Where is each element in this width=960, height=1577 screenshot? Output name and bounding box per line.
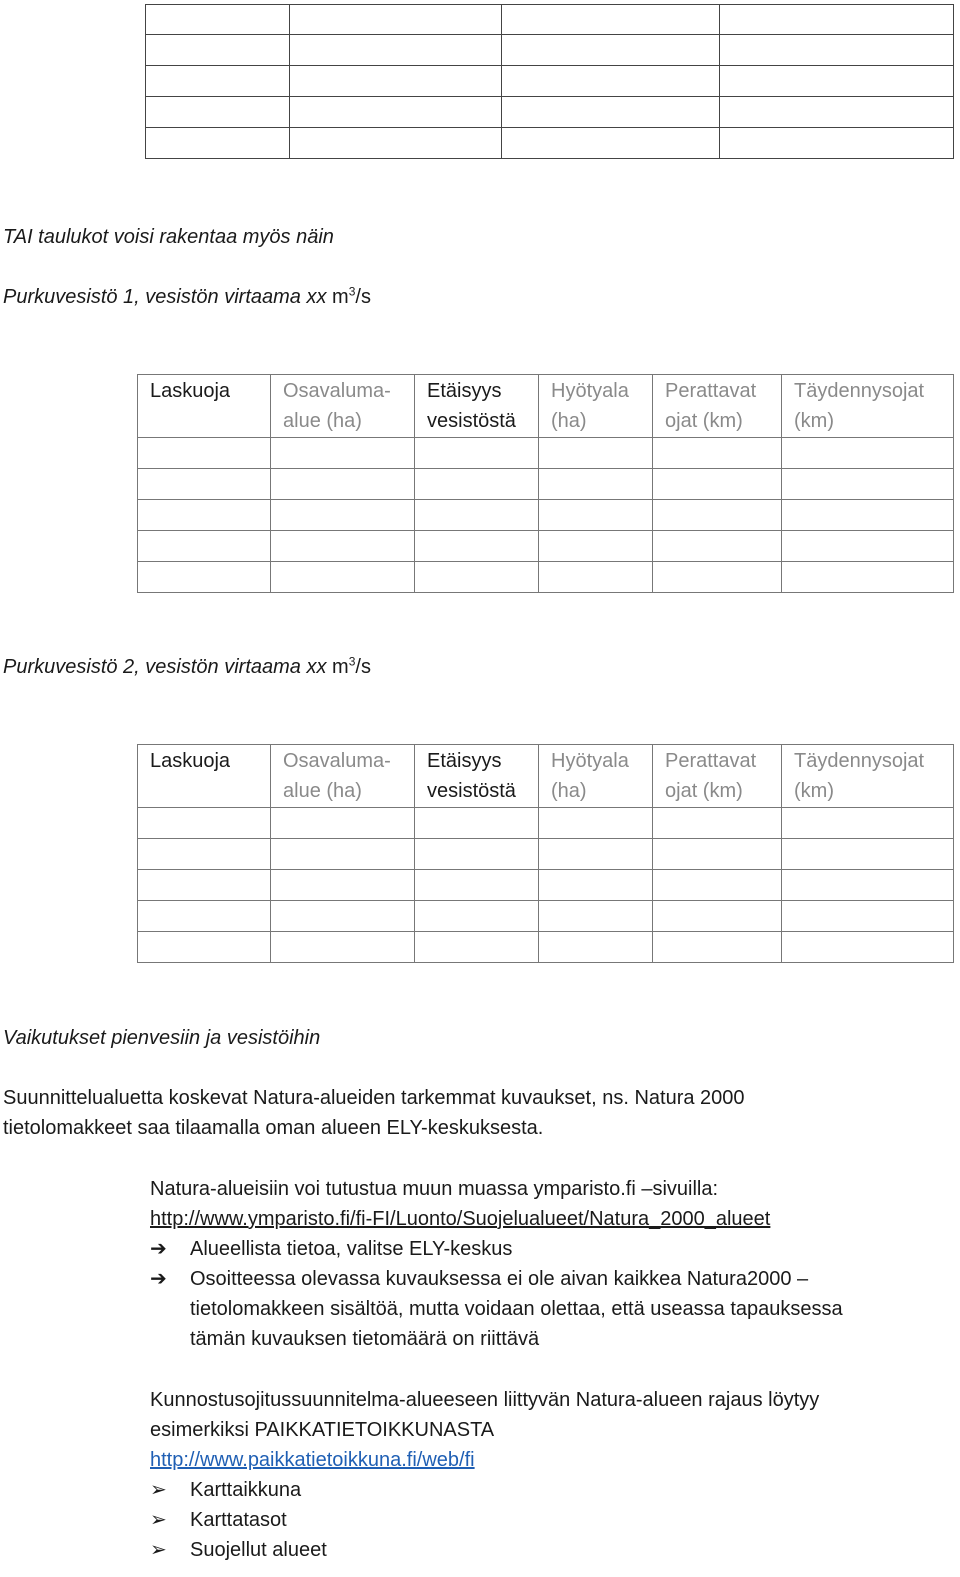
- table-cell: [271, 901, 415, 932]
- top-empty-table: [145, 4, 954, 159]
- table-cell: [415, 562, 539, 593]
- arrowhead-bullet-icon: ➢: [150, 1539, 167, 1561]
- natura-paragraph-line2: tietolomakkeet saa tilaamalla oman alueen ELY-keskuksesta.: [3, 1117, 544, 1139]
- column-header: [271, 745, 415, 808]
- table-cell: [720, 66, 954, 97]
- table-row: [146, 97, 954, 128]
- table-cell: [653, 901, 782, 932]
- table-cell: [271, 870, 415, 901]
- table-cell: [146, 5, 290, 35]
- table-cell: [290, 66, 502, 97]
- column-header-line1: Osavaluma-: [283, 750, 391, 772]
- table-cell: [415, 438, 539, 469]
- table-cell: [653, 438, 782, 469]
- column-header-line2: (km): [794, 780, 834, 802]
- table-header-row: [138, 375, 954, 438]
- table-cell: [415, 932, 539, 963]
- column-header: [782, 375, 954, 438]
- table-cell: [539, 932, 653, 963]
- column-header-line1: Etäisyys: [427, 750, 502, 772]
- table-cell: [653, 500, 782, 531]
- column-header: [415, 375, 539, 438]
- table-row: [138, 901, 954, 932]
- column-header-line2: (km): [794, 410, 834, 432]
- table-cell: [271, 438, 415, 469]
- table-cell: [782, 870, 954, 901]
- arrow-bullet-2-text-line2: tietolomakkeen sisältöä, mutta voidaan olettaa, että useassa tapauksessa: [190, 1298, 843, 1320]
- check-bullet-2: [150, 1505, 287, 1535]
- column-header-line1: Etäisyys: [427, 380, 502, 402]
- column-header-line2: ojat (km): [665, 410, 743, 432]
- table-cell: [138, 870, 271, 901]
- table-cell: [502, 66, 720, 97]
- check-bullet-2-text: Karttatasot: [190, 1509, 287, 1531]
- column-header-line1: Osavaluma-: [283, 380, 391, 402]
- table-cell: [146, 66, 290, 97]
- column-header-line1: Perattavat: [665, 750, 757, 772]
- table-cell: [720, 97, 954, 128]
- table-cell: [415, 839, 539, 870]
- table-cell: [271, 531, 415, 562]
- impacts-heading: Vaikutukset pienvesiin ja vesistöihin: [3, 1027, 321, 1049]
- arrow-bullet-1-text: Alueellista tietoa, valitse ELY-keskus: [190, 1238, 513, 1260]
- check-bullet-3-text: Suojellut alueet: [190, 1539, 327, 1561]
- table-cell: [782, 531, 954, 562]
- table-cell: [146, 35, 290, 66]
- arrow-bullet-1: [150, 1234, 512, 1264]
- table-cell: [138, 932, 271, 963]
- table-cell: [782, 469, 954, 500]
- table-cell: [539, 839, 653, 870]
- table-cell: [720, 35, 954, 66]
- column-header: [138, 745, 271, 808]
- table-cell: [415, 500, 539, 531]
- table-cell: [138, 839, 271, 870]
- table-cell: [138, 531, 271, 562]
- table-cell: [782, 808, 954, 839]
- table-row: [138, 839, 954, 870]
- arrow-bullet-2-text-line1: Osoitteessa olevassa kuvauksessa ei ole aivan kaikkea Natura2000 –: [190, 1268, 809, 1290]
- table-row: [138, 808, 954, 839]
- table-header-row: [138, 745, 954, 808]
- column-header-line2: (ha): [551, 410, 587, 432]
- table-cell: [782, 932, 954, 963]
- table-cell: [138, 500, 271, 531]
- section2-table: [137, 744, 954, 963]
- column-header: [138, 375, 271, 438]
- column-header-line1: Hyötyala: [551, 750, 629, 772]
- section1-unit: $m^3/s$: [332, 284, 371, 308]
- paikkatieto-link[interactable]: http://www.paikkatietoikkuna.fi/web/fi: [150, 1449, 475, 1471]
- arrowhead-bullet-icon: ➢: [150, 1509, 167, 1531]
- check-bullet-3: [150, 1535, 327, 1565]
- column-header: [782, 745, 954, 808]
- table-cell: [720, 128, 954, 159]
- arrow-bullet-2: [150, 1264, 808, 1294]
- paikkatieto-paragraph-line1: Kunnostusojitussuunnitelma-alueeseen liittyvän Natura-alueen rajaus löytyy: [150, 1389, 820, 1411]
- table-cell: [653, 839, 782, 870]
- column-header-line1: Hyötyala: [551, 380, 629, 402]
- table-cell: [653, 562, 782, 593]
- paikkatieto-paragraph-line2: esimerkiksi PAIKKATIETOIKKUNASTA: [150, 1419, 495, 1441]
- table-cell: [653, 469, 782, 500]
- column-header-line2: alue (ha): [283, 410, 362, 432]
- table-row: [138, 870, 954, 901]
- column-header-line1: Täydennysojat: [794, 380, 925, 402]
- table-cell: [146, 97, 290, 128]
- column-header-line2: ojat (km): [665, 780, 743, 802]
- table-cell: [138, 901, 271, 932]
- table-cell: [539, 438, 653, 469]
- table-cell: [653, 808, 782, 839]
- table-cell: [502, 128, 720, 159]
- table-cell: [146, 128, 290, 159]
- table-cell: [539, 808, 653, 839]
- table-cell: [271, 562, 415, 593]
- section1-title: [3, 282, 371, 312]
- ymparisto-intro: Natura-alueisiin voi tutustua muun muassa ymparisto.fi –sivuilla:: [150, 1178, 719, 1200]
- column-header: [271, 375, 415, 438]
- column-header: [653, 745, 782, 808]
- column-header-line1: Laskuoja: [150, 380, 231, 402]
- table-cell: [539, 870, 653, 901]
- table-row: [146, 128, 954, 159]
- table-cell: [290, 35, 502, 66]
- table-cell: [415, 469, 539, 500]
- check-bullet-1: [150, 1475, 301, 1505]
- table-cell: [138, 808, 271, 839]
- table-cell: [271, 808, 415, 839]
- section1-title-prefix: Purkuvesistö 1, vesistön virtaama xx: [3, 286, 327, 308]
- table-row: [138, 438, 954, 469]
- column-header: [539, 375, 653, 438]
- table-cell: [782, 500, 954, 531]
- column-header-line2: alue (ha): [283, 780, 362, 802]
- table-cell: [782, 438, 954, 469]
- table-cell: [271, 932, 415, 963]
- table-cell: [539, 469, 653, 500]
- table-cell: [502, 35, 720, 66]
- arrow-icon: ➔: [150, 1238, 167, 1260]
- table-cell: [138, 469, 271, 500]
- table-cell: [290, 5, 502, 35]
- table-cell: [415, 808, 539, 839]
- table-cell: [539, 531, 653, 562]
- table-row: [138, 562, 954, 593]
- column-header: [653, 375, 782, 438]
- column-header-line1: Täydennysojat: [794, 750, 925, 772]
- table-cell: [138, 438, 271, 469]
- check-bullet-1-text: Karttaikkuna: [190, 1479, 302, 1501]
- arrow-icon: ➔: [150, 1268, 167, 1290]
- column-header: [539, 745, 653, 808]
- column-header-line1: Perattavat: [665, 380, 757, 402]
- table-cell: [271, 469, 415, 500]
- table-cell: [653, 531, 782, 562]
- alt-heading: TAI taulukot voisi rakentaa myös näin: [3, 226, 334, 248]
- section2-unit: $m^3/s$: [332, 654, 371, 678]
- table-cell: [138, 562, 271, 593]
- column-header-line2: vesistöstä: [427, 410, 516, 432]
- table-cell: [539, 562, 653, 593]
- table-row: [138, 531, 954, 562]
- table-cell: [415, 870, 539, 901]
- section2-table-body: [138, 745, 954, 963]
- table-cell: [502, 5, 720, 35]
- table-cell: [502, 97, 720, 128]
- table-row: [146, 35, 954, 66]
- table-cell: [290, 97, 502, 128]
- table-cell: [539, 500, 653, 531]
- ymparisto-link[interactable]: http://www.ymparisto.fi/fi-FI/Luonto/Suojelualueet/Natura_2000_alueet: [150, 1208, 771, 1230]
- table-cell: [271, 839, 415, 870]
- natura-paragraph-line1: Suunnittelualuetta koskevat Natura-alueiden tarkemmat kuvaukset, ns. Natura 2000: [3, 1087, 745, 1109]
- section1-table: [137, 374, 954, 593]
- table-cell: [290, 128, 502, 159]
- table-row: [138, 469, 954, 500]
- column-header: [415, 745, 539, 808]
- table-cell: [782, 901, 954, 932]
- arrow-bullet-2-text-line3: tämän kuvauksen tietomäärä on riittävä: [190, 1328, 540, 1350]
- table-row: [146, 66, 954, 97]
- section2-title-prefix: Purkuvesistö 2, vesistön virtaama xx: [3, 656, 327, 678]
- table-cell: [782, 839, 954, 870]
- table-cell: [653, 932, 782, 963]
- column-header-line2: vesistöstä: [427, 780, 516, 802]
- section1-table-body: [138, 375, 954, 593]
- table-row: [138, 500, 954, 531]
- table-row: [138, 932, 954, 963]
- section2-title: [3, 652, 371, 682]
- table-cell: [782, 562, 954, 593]
- column-header-line1: Laskuoja: [150, 750, 231, 772]
- table-cell: [720, 5, 954, 35]
- table-cell: [653, 870, 782, 901]
- arrowhead-bullet-icon: ➢: [150, 1479, 167, 1501]
- table-cell: [415, 901, 539, 932]
- top-empty-table-body: [146, 5, 954, 159]
- table-cell: [271, 500, 415, 531]
- table-cell: [415, 531, 539, 562]
- table-row: [146, 5, 954, 35]
- column-header-line2: (ha): [551, 780, 587, 802]
- table-cell: [539, 901, 653, 932]
